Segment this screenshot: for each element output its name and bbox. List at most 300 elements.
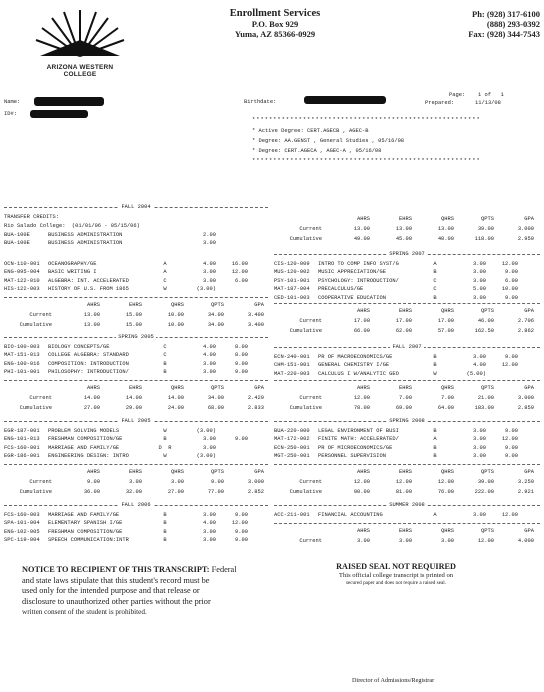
course-grade: A: [433, 436, 437, 443]
stats-value: 36.00: [83, 489, 100, 495]
course-code: MUS-120-002: [274, 269, 310, 276]
course-title: BUSINESS ADMINISTRATION: [48, 240, 123, 247]
stats-label: Current: [299, 318, 322, 324]
course-hours: 3.00: [473, 277, 486, 284]
course-points: 12.00: [501, 261, 518, 267]
spring-2005-cumulative: [4, 404, 268, 412]
stats-header-label: GPA: [254, 302, 264, 308]
course-points: 12.00: [231, 269, 248, 276]
stats-header-label: QPTS: [481, 469, 494, 475]
course-row: [274, 452, 540, 460]
stats-header-label: EHRS: [399, 308, 412, 314]
course-row: [4, 427, 268, 435]
stats-header-label: EHRS: [129, 385, 142, 391]
fall-2004-title: [4, 203, 268, 211]
course-hours: (3.00): [196, 286, 216, 293]
course-code: MGT-250-001: [274, 453, 310, 460]
course-grade: W: [163, 286, 167, 293]
course-hours: 3.00: [203, 269, 216, 276]
stats-value: 27.00: [167, 489, 184, 495]
stats-value: 4.000: [517, 538, 534, 544]
course-hours: 3.00: [473, 261, 486, 267]
course-hours: (3.00): [196, 453, 216, 460]
stats-value: 13.00: [83, 322, 100, 328]
stats-value: 49.00: [353, 236, 370, 242]
course-title: MARRIAGE AND FAMILY/GE: [48, 444, 120, 451]
course-title: SPEECH COMMUNICATION:INTR: [48, 537, 129, 544]
course-row: [4, 435, 268, 443]
fall-2007-cumulative: [274, 404, 540, 412]
course-points: 9.00: [505, 444, 518, 451]
course-row: [274, 294, 540, 302]
course-row: [274, 370, 540, 378]
course-code: BUA-100E: [4, 232, 30, 238]
course-row: [4, 452, 268, 460]
course-row: [4, 511, 268, 519]
stats-value: 68.00: [207, 405, 224, 411]
course-points: 6.00: [505, 277, 518, 284]
course-row: [274, 444, 540, 452]
stats-header-label: GPA: [254, 469, 264, 475]
fall-2004-header: [4, 203, 268, 211]
stats-value: 10.00: [167, 312, 184, 318]
course-title: ALGEBRA: INT. ACCELERATED: [48, 277, 129, 284]
course-code: ECN-240-001: [274, 354, 310, 360]
stats-value: 13.00: [353, 226, 370, 232]
course-points: 9.00: [235, 436, 248, 443]
course-title: CALCULUS I W/ANALYTIC GEO: [318, 370, 399, 377]
stats-value: 46.00: [477, 318, 494, 324]
spring-2008-title: [274, 417, 540, 425]
course-title: PR OF MACROECONOMICS/GE: [318, 354, 393, 360]
spring-2007-title-text: SPRING 2007: [389, 251, 425, 257]
stats-value: 2.950: [517, 236, 534, 242]
course-points: 9.00: [505, 269, 518, 276]
stats-header-label: QHRS: [441, 385, 454, 391]
course-code: ECN-250-001: [274, 444, 310, 451]
stats-label: Cumulative: [289, 236, 322, 242]
course-grade: A: [163, 261, 167, 267]
course-grade: C: [163, 277, 167, 284]
course-title: COMPOSITION: INTRODUCTION: [48, 360, 129, 367]
course-row: [4, 231, 268, 239]
stats-header-label: AHRS: [357, 528, 370, 534]
course-code: BIO-100-003: [4, 344, 40, 350]
section-rule: [4, 297, 268, 298]
sunburst-logo-icon: [30, 10, 130, 60]
stats-value: 2.833: [247, 405, 264, 411]
stats-header: [274, 384, 540, 392]
fall-2004-cumulative: [4, 321, 268, 329]
fall-2006-cumulative: [274, 235, 540, 243]
course-points: 8.00: [235, 344, 248, 350]
course-title: OCEANOGRAPHY/GE: [48, 261, 97, 267]
course-row: [274, 353, 540, 361]
page-value: 1 of 1: [478, 92, 504, 98]
course-code: MAT-122-010: [4, 277, 40, 284]
stats-header-label: QHRS: [441, 308, 454, 314]
course-title: MUSIC APPRECIATION/GE: [318, 269, 386, 276]
transfer-source-row: [4, 222, 268, 230]
stats-value: 12.00: [353, 479, 370, 485]
course-code: OCN-110-001: [4, 261, 40, 267]
stats-value: 34.00: [207, 395, 224, 401]
course-code: EGR-187-001: [4, 428, 40, 434]
fall-2005-header: [4, 417, 268, 425]
fax: Fax: (928) 344-7543: [468, 29, 540, 39]
course-row: [4, 360, 268, 368]
stats-header-label: AHRS: [357, 308, 370, 314]
stats-value: 12.00: [353, 395, 370, 401]
course-code: FCS-160-003: [4, 512, 40, 518]
signature-label: Director of Admissions/Registrar: [352, 677, 435, 684]
stats-value: 17.00: [395, 318, 412, 324]
stats-label: Current: [299, 479, 322, 485]
course-points: 9.00: [505, 354, 518, 360]
spring-2007-cumulative: [274, 327, 540, 335]
stats-value: 118.00: [474, 236, 494, 242]
transfer-source: Rio Salado College: (01/01/06 - 05/15/06): [4, 223, 140, 229]
course-grade: W: [163, 453, 167, 460]
spring-2008-current: [274, 478, 540, 486]
course-code: MAT-220-003: [274, 370, 310, 377]
stats-value: 57.00: [437, 328, 454, 334]
section-rule: [4, 464, 268, 465]
course-points: 9.00: [235, 537, 248, 544]
stats-header-label: GPA: [254, 385, 264, 391]
course-code: BUA-100E: [4, 240, 30, 247]
course-code: MAT-187-004: [274, 286, 310, 293]
course-code: CIS-120-009: [274, 261, 310, 267]
stats-header-label: QPTS: [481, 216, 494, 222]
stats-label: Cumulative: [19, 322, 52, 328]
course-row: [274, 268, 540, 276]
course-hours: 3.00: [473, 453, 486, 460]
stats-header: [274, 527, 540, 535]
stats-header: [4, 384, 268, 392]
course-grade: A: [433, 512, 437, 518]
course-points: 12.00: [231, 520, 248, 527]
stats-value: 13.00: [83, 312, 100, 318]
course-points: 9.00: [235, 512, 248, 518]
course-row: [274, 435, 540, 443]
section-rule: [4, 380, 268, 381]
stats-label: Current: [29, 395, 52, 401]
stats-value: 3.00: [129, 479, 142, 485]
course-grade: C: [433, 286, 437, 293]
birthdate-label: Birthdate:: [244, 99, 277, 105]
course-hours: 3.00: [473, 428, 486, 434]
course-points: 9.00: [235, 369, 248, 376]
course-title: MARRIAGE AND FAMILY/GE: [48, 512, 120, 518]
course-hours: 3.00: [203, 528, 216, 535]
summer-2008-title-text: SUMMER 2008: [389, 502, 425, 508]
course-grade: B: [433, 444, 437, 451]
course-points: 9.00: [505, 294, 518, 301]
po-box: P.O. Box 929: [251, 19, 299, 29]
course-code: FCS-160-001: [4, 444, 40, 451]
stats-value: 90.00: [353, 489, 370, 495]
stats-value: 162.50: [474, 328, 494, 334]
stats-value: 62.00: [395, 328, 412, 334]
spring-2008-header: [274, 417, 540, 425]
course-row: [4, 368, 268, 376]
course-title: FRESHMAN COMPOSITION/GE: [48, 528, 123, 535]
stats-value: 3.00: [441, 538, 454, 544]
stats-header-label: QHRS: [171, 469, 184, 475]
course-hours: 3.00: [473, 444, 486, 451]
stats-value: 12.00: [477, 538, 494, 544]
course-title: COLLEGE ALGEBRA: STANDARD: [48, 352, 129, 359]
course-grade: B: [163, 537, 167, 544]
course-title: BIOLOGY CONCEPTS/GE: [48, 344, 110, 350]
course-row: [4, 277, 268, 285]
birthdate-redaction: [304, 96, 386, 104]
stats-header: [4, 301, 268, 309]
notice-line-2: and state laws stipulate that this student's record must be: [22, 575, 210, 585]
fall-2004-current: [4, 311, 268, 319]
stats-value: 14.00: [83, 395, 100, 401]
course-code: MAT-151-013: [4, 352, 40, 359]
stats-header-label: GPA: [524, 216, 534, 222]
stats-value: 14.00: [125, 395, 142, 401]
course-grade: B: [163, 520, 167, 527]
course-row: [4, 351, 268, 359]
course-grade: A: [163, 269, 167, 276]
course-hours: 3.00: [473, 294, 486, 301]
course-code: MAT-172-002: [274, 436, 310, 443]
fall-2005-title-text: FALL 2005: [121, 418, 151, 424]
stats-value: 69.00: [395, 405, 412, 411]
course-grade: B: [433, 294, 437, 301]
fall-2007-title: [274, 343, 540, 351]
office-name: Enrollment Services: [229, 8, 321, 19]
stats-value: 45.00: [395, 236, 412, 242]
course-points: 12.00: [501, 436, 518, 443]
course-grade: B: [433, 269, 437, 276]
course-grade: B: [163, 436, 167, 443]
stats-value: 64.00: [437, 405, 454, 411]
college-name: ARIZONA WESTERN COLLEGE: [46, 64, 114, 78]
stats-value: 15.00: [125, 312, 142, 318]
spring-2007-current: [274, 317, 540, 325]
course-points: 10.00: [501, 286, 518, 293]
course-title: PHILOSOPHY: INTRODUCTION/: [48, 369, 129, 376]
course-points: 9.00: [505, 453, 518, 460]
course-row: [4, 285, 268, 293]
course-code: CED-101-003: [274, 294, 310, 301]
transfer-title-row: [4, 213, 268, 221]
course-hours: (5.00): [466, 370, 486, 377]
course-grade: C: [433, 277, 437, 284]
stats-header: [274, 307, 540, 315]
course-row: [4, 343, 268, 351]
course-row: [4, 260, 268, 268]
course-grade: B: [163, 528, 167, 535]
course-points: 16.00: [231, 261, 248, 267]
stats-header-label: QPTS: [211, 385, 224, 391]
stats-value: 3.00: [171, 479, 184, 485]
fall-2006-title: [4, 501, 268, 509]
stats-header-label: QPTS: [211, 302, 224, 308]
course-grade: A: [433, 261, 437, 267]
course-title: BUSINESS ADMINISTRATION: [48, 232, 123, 238]
fall-2007-header: [274, 343, 540, 351]
course-hours: 3.00: [473, 269, 486, 276]
fall-2004-title-text: FALL 2004: [121, 204, 151, 210]
stats-header-label: QHRS: [441, 469, 454, 475]
stats-header-label: AHRS: [357, 216, 370, 222]
seal-block: [306, 562, 486, 586]
course-hours: 3.00: [203, 240, 216, 247]
course-code: ENG-101-013: [4, 436, 40, 443]
course-title: FINANCIAL ACCOUNTING: [318, 512, 383, 518]
stats-value: 15.00: [125, 322, 142, 328]
course-hours: 3.00: [203, 537, 216, 544]
course-code: ENG-095-004: [4, 269, 40, 276]
section-rule: [274, 303, 540, 304]
course-grade: C: [163, 344, 167, 350]
notice-line-4: disclosure to unauthorized other parties without the prior: [22, 596, 211, 606]
transfer-title: TRANSFER CREDITS:: [4, 214, 59, 220]
course-row: [274, 260, 540, 268]
summer-2008-header: [274, 501, 540, 509]
course-grade: B: [433, 354, 437, 360]
stats-value: 3.000: [247, 479, 264, 485]
stats-header-label: QPTS: [481, 308, 494, 314]
course-hours: 3.00: [473, 512, 486, 518]
stats-value: 2.862: [517, 328, 534, 334]
stats-label: Current: [299, 226, 322, 232]
notice-line-3: used only for the intended purpose and that release or: [22, 586, 200, 596]
stats-value: 7.00: [441, 395, 454, 401]
course-title: PR OF MICROECONOMICS/GE: [318, 444, 393, 451]
stats-value: 2.429: [247, 395, 264, 401]
stats-label: Current: [29, 312, 52, 318]
spring-2005-header: [4, 333, 268, 341]
stats-label: Cumulative: [289, 489, 322, 495]
fall-2005-title: [4, 417, 268, 425]
course-hours: 4.00: [203, 520, 216, 527]
course-row: [274, 511, 540, 519]
course-points: 12.00: [501, 512, 518, 518]
stats-value: 77.00: [207, 489, 224, 495]
course-hours: 3.00: [203, 360, 216, 367]
stats-header-label: AHRS: [87, 469, 100, 475]
course-row: [4, 239, 268, 247]
course-code: PHI-101-001: [4, 369, 40, 376]
stats-header-label: QHRS: [171, 302, 184, 308]
stats-header-label: QHRS: [171, 385, 184, 391]
spring-2005-current: [4, 394, 268, 402]
course-row: [274, 427, 540, 435]
stats-header-label: QPTS: [481, 385, 494, 391]
course-hours: 4.00: [473, 362, 486, 369]
course-row: [274, 361, 540, 369]
course-code: ENG-100-016: [4, 360, 40, 367]
stats-value: 39.00: [477, 226, 494, 232]
course-points: 9.00: [505, 428, 518, 434]
stats-header-label: EHRS: [399, 385, 412, 391]
course-hours: 4.00: [203, 261, 216, 267]
stats-value: 40.00: [437, 236, 454, 242]
course-row: [274, 285, 540, 293]
notice-heading: NOTICE TO RECIPIENT OF THIS TRANSCRIPT:: [22, 565, 210, 574]
stats-header-label: QPTS: [211, 469, 224, 475]
course-title: COOPERATIVE EDUCATION: [318, 294, 386, 301]
spring-2007-title: [274, 250, 540, 258]
degree-active: * Active Degree: CERT.AGECB , AGEC-B: [252, 128, 369, 134]
course-row: [4, 268, 268, 276]
spring-2008-title-text: SPRING 2008: [389, 418, 425, 424]
fall-2005-cumulative: [4, 488, 268, 496]
course-grade: W: [433, 370, 437, 377]
stats-header-label: EHRS: [399, 216, 412, 222]
stats-value: 7.00: [399, 395, 412, 401]
course-grade: B: [163, 360, 167, 367]
course-title: PERSONNEL SUPERVISION: [318, 453, 386, 460]
course-title: ELEMENTARY SPANISH I/GE: [48, 520, 123, 527]
stats-value: 66.00: [353, 328, 370, 334]
stats-header-label: AHRS: [357, 469, 370, 475]
stats-value: 2.852: [247, 489, 264, 495]
stats-header-label: EHRS: [399, 528, 412, 534]
course-row: [274, 277, 540, 285]
course-hours: 5.00: [473, 286, 486, 293]
course-code: SPA-101-004: [4, 520, 40, 527]
phone: Ph: (928) 317-6100: [472, 9, 540, 19]
name-redaction: [34, 97, 104, 106]
stats-value: 2.921: [517, 489, 534, 495]
stats-value: 21.00: [477, 395, 494, 401]
course-hours: (3.00): [196, 428, 216, 434]
course-grade: B: [163, 512, 167, 518]
stats-header-label: GPA: [524, 528, 534, 534]
course-grade: B: [163, 369, 167, 376]
course-grade: C: [163, 352, 167, 359]
stats-value: 78.00: [353, 405, 370, 411]
stats-header-label: AHRS: [87, 302, 100, 308]
stats-value: 17.00: [437, 318, 454, 324]
course-grade: B: [433, 453, 437, 460]
course-grade: D R: [158, 444, 172, 451]
course-title: PRECALCULUS/GE: [318, 286, 364, 293]
course-hours: 3.00: [203, 444, 216, 451]
stats-label: Cumulative: [19, 489, 52, 495]
stats-value: 12.00: [437, 479, 454, 485]
stats-value: 2.706: [517, 318, 534, 324]
stats-header-label: EHRS: [129, 469, 142, 475]
spring-2008-cumulative: [274, 488, 540, 496]
stats-header-label: GPA: [524, 469, 534, 475]
stats-value: 183.00: [474, 405, 494, 411]
course-points: 6.00: [235, 277, 248, 284]
course-hours: 4.00: [203, 352, 216, 359]
course-code: HIS-122-003: [4, 286, 40, 293]
seal-line-2: secured paper and does not require a raised seal.: [345, 580, 447, 586]
stats-value: 10.00: [167, 322, 184, 328]
course-title: FRESHMAN COMPOSITION/GE: [48, 436, 123, 443]
stats-header-label: QHRS: [441, 216, 454, 222]
stats-label: Current: [299, 395, 322, 401]
course-code: SPC-119-004: [4, 537, 40, 544]
stats-value: 222.00: [474, 489, 494, 495]
stats-value: 76.00: [437, 489, 454, 495]
seal-title: RAISED SEAL NOT REQUIRED: [336, 562, 456, 571]
course-hours: 3.00: [203, 369, 216, 376]
course-title: FINITE MATH: ACCELERATED/: [318, 436, 399, 443]
section-rule: [274, 523, 540, 524]
